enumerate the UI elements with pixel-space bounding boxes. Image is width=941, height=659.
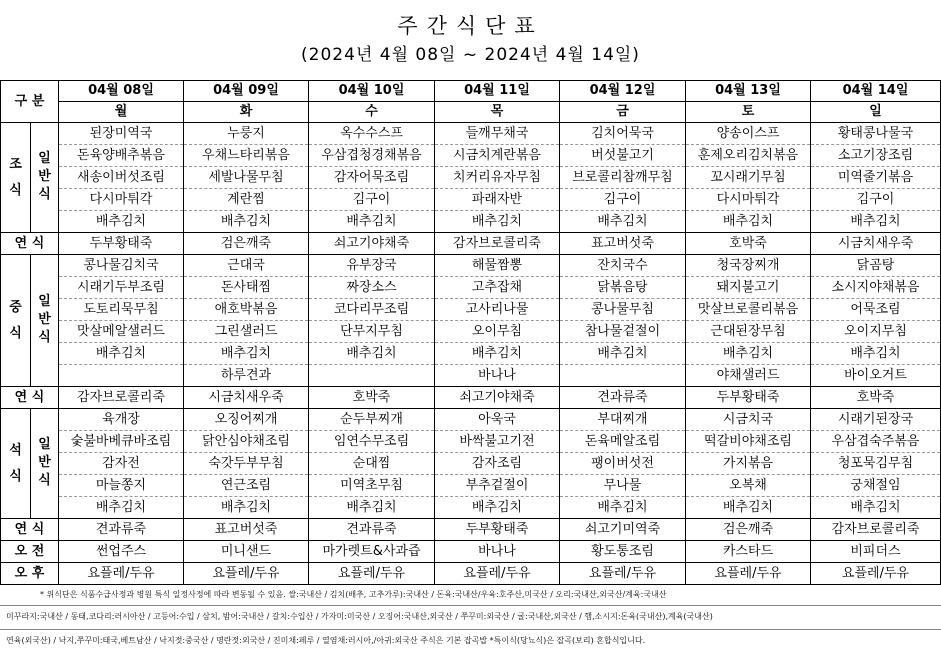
menu-item: 청국장찌개 [686, 255, 811, 277]
menu-item: 오징어찌개 [184, 409, 309, 431]
menu-item: 짜장소스 [309, 277, 435, 299]
divider [0, 629, 941, 630]
menu-item: 감자전 [59, 453, 184, 475]
page-title: 주간식단표 [397, 14, 544, 38]
menu-item [560, 365, 686, 387]
menu-item: 도토리묵무침 [59, 299, 184, 321]
menu-item: 김구이 [811, 189, 941, 211]
menu-item: 배추김치 [309, 211, 435, 233]
note-line-2: 미꾸라지:국내산 / 동태,코다리:러시아산 / 고등어:수입 / 삼치, 밤어:국내산 / 갈치:수입산 / 가자미:미국산 / 오징어:국내산,외국산 / 쭈꾸미:외국산 / 굴:국내산,외국산 / 햄,소시지:돈육(국내산),계육(국내산) [6, 612, 713, 621]
menu-item: 호박죽 [811, 387, 941, 409]
menu-item: 미역초무침 [309, 475, 435, 497]
menu-item: 돈사태찜 [184, 277, 309, 299]
menu-item: 계란찜 [184, 189, 309, 211]
menu-item: 참나물겉절이 [560, 321, 686, 343]
menu-item: 배추김치 [59, 343, 184, 365]
menu-item: 미니샌드 [184, 541, 309, 563]
menu-item: 호박죽 [309, 387, 435, 409]
morning_snack-label: 오 전 [1, 541, 59, 563]
day-weekday: 일 [811, 102, 941, 123]
menu-item: 배추김치 [811, 497, 941, 519]
menu-item: 배추김치 [686, 343, 811, 365]
menu-item: 감자브로콜리죽 [59, 387, 184, 409]
menu-item: 해물짬뽕 [435, 255, 560, 277]
menu-item: 바나나 [435, 541, 560, 563]
menu-item: 숙갓두부무침 [184, 453, 309, 475]
menu-item: 콩나물무침 [560, 299, 686, 321]
day-date: 04월 12일 [560, 81, 686, 102]
menu-item: 요플레/두유 [59, 563, 184, 585]
menu-item: 시래기된장국 [811, 409, 941, 431]
menu-item: 근대국 [184, 255, 309, 277]
menu-item: 황태콩나물국 [811, 123, 941, 145]
menu-item: 배추김치 [560, 211, 686, 233]
general-label: 일반식 [38, 294, 51, 345]
menu-item: 우채느타리볶음 [184, 145, 309, 167]
divider [0, 605, 941, 606]
menu-item: 옥수수스프 [309, 123, 435, 145]
day-date: 04월 14일 [811, 81, 941, 102]
menu-item: 마가렛트&사과즙 [309, 541, 435, 563]
menu-item: 감자조림 [435, 453, 560, 475]
notes-area [0, 586, 941, 659]
menu-item: 브로콜리참깨무침 [560, 167, 686, 189]
menu-table [0, 80, 941, 585]
menu-item: 훈제오리김치볶음 [686, 145, 811, 167]
menu-item: 배추김치 [435, 343, 560, 365]
title-area [0, 0, 941, 78]
menu-item: 시금치계란볶음 [435, 145, 560, 167]
menu-item: 닭안심야채조림 [184, 431, 309, 453]
menu-item: 치커리유자무침 [435, 167, 560, 189]
note-line-3: 연육(외국산) / 낙지,쭈꾸미:태국,베트남산 / 낙지젓:중국산 / 명란젓:외국산 / 진미채:페루 / 열염채:러시아,/아귀:외국산 주식은 기본 잡곡밥 *특이식(당뇨식)은 잡곡(보리) 혼합식입니다. [6, 636, 646, 645]
menu-item: 두부황태죽 [686, 387, 811, 409]
menu-item: 요플레/두유 [811, 563, 941, 585]
menu-item: 고추잡채 [435, 277, 560, 299]
menu-item: 두부황태죽 [59, 233, 184, 255]
menu-item: 잔치국수 [560, 255, 686, 277]
menu-item: 바이오거트 [811, 365, 941, 387]
menu-item: 배추김치 [435, 211, 560, 233]
menu-item [59, 365, 184, 387]
menu-item: 두부황태죽 [435, 519, 560, 541]
date-range: (2024년 4월 08일 ~ 2024년 4월 14일) [301, 45, 640, 65]
menu-item: 새송이버섯조림 [59, 167, 184, 189]
menu-item: 시금치새우죽 [184, 387, 309, 409]
menu-item: 오이무침 [435, 321, 560, 343]
menu-item: 요플레/두유 [560, 563, 686, 585]
menu-item: 부추겉절이 [435, 475, 560, 497]
menu-item: 들깨무채국 [435, 123, 560, 145]
menu-item: 콩나물김치국 [59, 255, 184, 277]
menu-item: 표고버섯죽 [184, 519, 309, 541]
menu-item: 애호박볶음 [184, 299, 309, 321]
dinner-label [1, 409, 31, 519]
meal-label: 중식 [9, 299, 22, 341]
menu-item: 바나나 [435, 365, 560, 387]
menu-item: 순두부찌개 [309, 409, 435, 431]
dinner-general-label [31, 409, 59, 519]
day-weekday: 수 [309, 102, 435, 123]
breakfast-general-label [31, 123, 59, 233]
menu-item: 세발나물무침 [184, 167, 309, 189]
menu-item: 호박죽 [686, 233, 811, 255]
lunch-label [1, 255, 31, 387]
menu-item: 배추김치 [811, 211, 941, 233]
menu-item: 순대찜 [309, 453, 435, 475]
menu-item: 견과류죽 [59, 519, 184, 541]
menu-item: 감자브로콜리죽 [435, 233, 560, 255]
menu-item: 배추김치 [686, 497, 811, 519]
menu-item: 단무지무침 [309, 321, 435, 343]
menu-item: 감자어묵조림 [309, 167, 435, 189]
menu-item: 요플레/두유 [184, 563, 309, 585]
menu-item: 배추김치 [560, 343, 686, 365]
menu-item: 육개장 [59, 409, 184, 431]
menu-item: 견과류죽 [309, 519, 435, 541]
menu-item: 배추김치 [811, 343, 941, 365]
menu-item: 누룽지 [184, 123, 309, 145]
menu-item: 배추김치 [184, 497, 309, 519]
menu-item: 하루견과 [184, 365, 309, 387]
meal-label: 조식 [9, 156, 22, 198]
day-weekday: 목 [435, 102, 560, 123]
menu-item: 김치어묵국 [560, 123, 686, 145]
menu-item: 어묵조림 [811, 299, 941, 321]
menu-item: 마늘쫑지 [59, 475, 184, 497]
menu-item: 아욱국 [435, 409, 560, 431]
menu-item: 다시마튀각 [686, 189, 811, 211]
menu-item: 김구이 [560, 189, 686, 211]
menu-item: 검은깨죽 [686, 519, 811, 541]
menu-item: 맛살메알샐러드 [59, 321, 184, 343]
menu-item: 그린샐러드 [184, 321, 309, 343]
menu-item: 요플레/두유 [435, 563, 560, 585]
menu-item: 시래기두부조림 [59, 277, 184, 299]
menu-item: 근대된장무침 [686, 321, 811, 343]
menu-item: 김구이 [309, 189, 435, 211]
menu-item: 연근조림 [184, 475, 309, 497]
menu-item: 황도통조림 [560, 541, 686, 563]
menu-item: 숯불바베큐바조림 [59, 431, 184, 453]
menu-item: 검은깨죽 [184, 233, 309, 255]
menu-item: 양송이스프 [686, 123, 811, 145]
menu-item: 팽이버섯전 [560, 453, 686, 475]
lunch-general-label [31, 255, 59, 387]
menu-item: 무나물 [560, 475, 686, 497]
menu-item: 오복채 [686, 475, 811, 497]
note-line-1: * 위식단은 식품수급사정과 병원 특식 일정사정에 따라 변동될 수 있음. 쌀:국내산 / 김치(배추, 고추가루):국내산 / 돈육:국내산/우육:호주산,미국산 / 오리:국내산,외국산/계육:국내산 [40, 590, 667, 599]
menu-item: 닭곰탕 [811, 255, 941, 277]
menu-item: 미역줄기볶음 [811, 167, 941, 189]
menu-item: 시금치국 [686, 409, 811, 431]
menu-item: 쇠고기야채죽 [435, 387, 560, 409]
menu-item: 요플레/두유 [686, 563, 811, 585]
menu-item: 꼬시래기무침 [686, 167, 811, 189]
menu-item [309, 365, 435, 387]
menu-item: 배추김치 [560, 497, 686, 519]
menu-item: 우삼겹청경채볶음 [309, 145, 435, 167]
day-date: 04월 09일 [184, 81, 309, 102]
menu-item: 고사리나물 [435, 299, 560, 321]
menu-item: 돼지불고기 [686, 277, 811, 299]
menu-item: 닭볶음탕 [560, 277, 686, 299]
breakfast_porridge-label: 연 식 [1, 233, 59, 255]
menu-item: 배추김치 [184, 211, 309, 233]
menu-item: 유부장국 [309, 255, 435, 277]
menu-item: 코다리무조림 [309, 299, 435, 321]
menu-item: 배추김치 [435, 497, 560, 519]
day-date: 04월 08일 [59, 81, 184, 102]
menu-item: 된장미역국 [59, 123, 184, 145]
menu-item: 카스타드 [686, 541, 811, 563]
menu-item: 표고버섯죽 [560, 233, 686, 255]
afternoon_snack-label: 오 후 [1, 563, 59, 585]
category-header: 구 분 [1, 81, 59, 123]
menu-item: 다시마튀각 [59, 189, 184, 211]
day-date: 04월 11일 [435, 81, 560, 102]
menu-item: 임연수무조림 [309, 431, 435, 453]
menu-item: 배추김치 [59, 497, 184, 519]
menu-item: 부대찌개 [560, 409, 686, 431]
meal-label: 석식 [9, 442, 22, 484]
day-weekday: 토 [686, 102, 811, 123]
menu-item: 소고기장조림 [811, 145, 941, 167]
menu-item: 배추김치 [59, 211, 184, 233]
menu-item: 배추김치 [686, 211, 811, 233]
menu-item: 비피더스 [811, 541, 941, 563]
menu-item: 야채샐러드 [686, 365, 811, 387]
menu-item: 소시지야채볶음 [811, 277, 941, 299]
menu-item: 맛살브로콜리볶음 [686, 299, 811, 321]
breakfast-label [1, 123, 31, 233]
general-label: 일반식 [38, 151, 51, 202]
day-date: 04월 13일 [686, 81, 811, 102]
menu-item: 쇠고기미역죽 [560, 519, 686, 541]
day-weekday: 화 [184, 102, 309, 123]
menu-item: 배추김치 [309, 497, 435, 519]
menu-item: 썬업주스 [59, 541, 184, 563]
menu-item: 오이지무침 [811, 321, 941, 343]
day-weekday: 금 [560, 102, 686, 123]
menu-item: 청포묵김무침 [811, 453, 941, 475]
menu-item: 견과류죽 [560, 387, 686, 409]
menu-item: 우삼겹숙주볶음 [811, 431, 941, 453]
day-date: 04월 10일 [309, 81, 435, 102]
menu-item: 바싹불고기전 [435, 431, 560, 453]
menu-item: 버섯불고기 [560, 145, 686, 167]
menu-item: 돈육양배추볶음 [59, 145, 184, 167]
menu-item: 쇠고기야채죽 [309, 233, 435, 255]
menu-item: 가지볶음 [686, 453, 811, 475]
menu-item: 시금치새우죽 [811, 233, 941, 255]
menu-item: 감자브로콜리죽 [811, 519, 941, 541]
general-label: 일반식 [38, 437, 51, 488]
lunch_porridge-label: 연 식 [1, 387, 59, 409]
dinner_porridge-label: 연 식 [1, 519, 59, 541]
menu-item: 요플레/두유 [309, 563, 435, 585]
menu-item: 떡갈비야채조림 [686, 431, 811, 453]
menu-item: 파래자반 [435, 189, 560, 211]
day-weekday: 월 [59, 102, 184, 123]
menu-item: 궁채절임 [811, 475, 941, 497]
menu-item: 돈육메알조림 [560, 431, 686, 453]
menu-item: 배추김치 [184, 343, 309, 365]
menu-item: 배추김치 [309, 343, 435, 365]
